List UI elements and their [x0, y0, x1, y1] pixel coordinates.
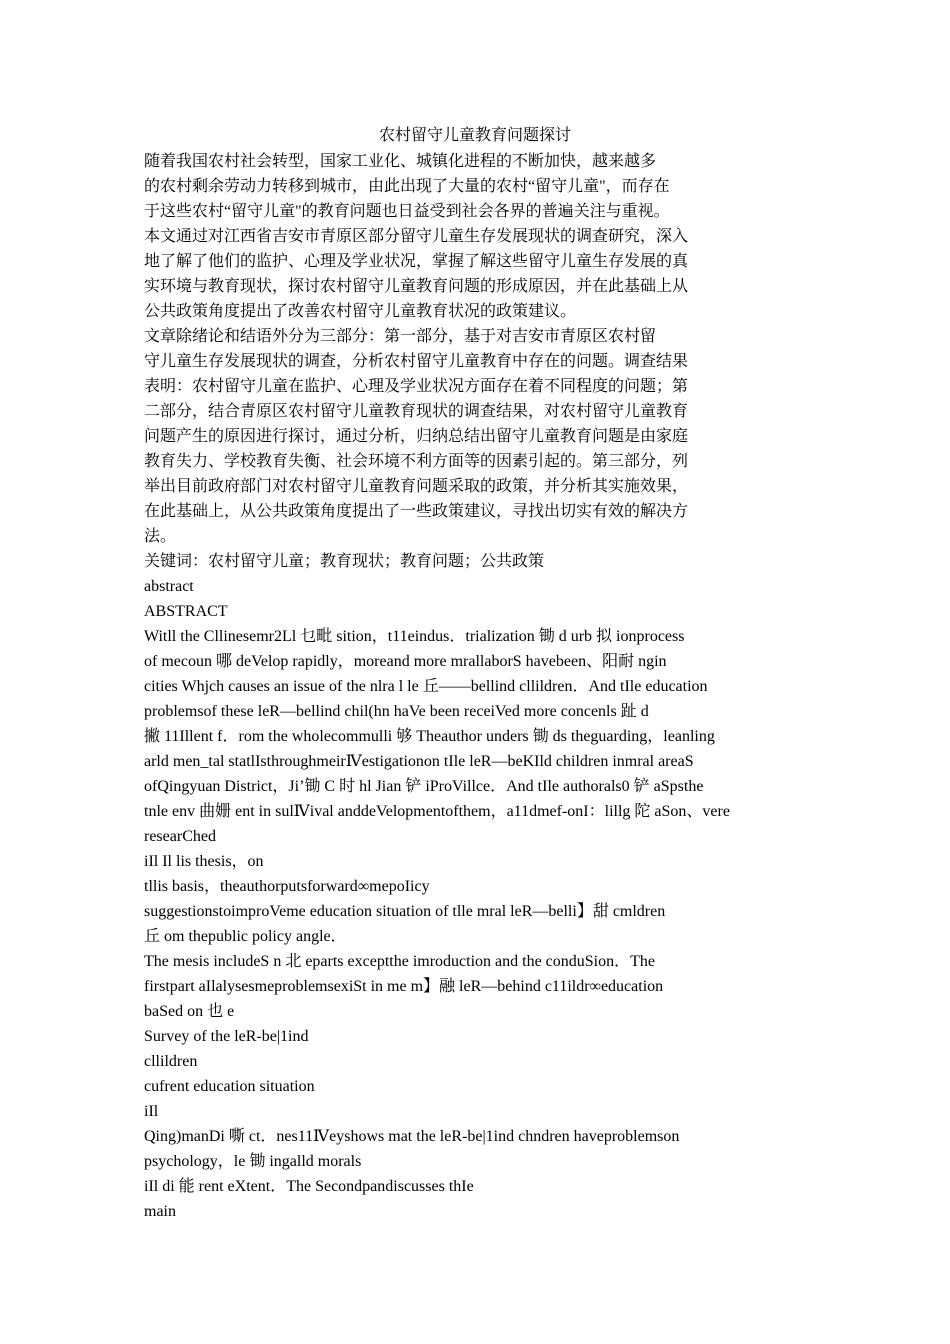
text-line: tllis basis，theauthorputsforward∞mepoIicy: [144, 878, 430, 895]
text-line: 举出目前政府部门对农村留守儿童教育问题采取的政策，并分析其实施效果，: [144, 478, 689, 495]
text-line: 二部分，结合青原区农村留守儿童教育现状的调查结果，对农村留守儿童教育: [144, 403, 689, 420]
text-line: iIl Il lis thesis，on: [144, 853, 264, 870]
text-line: ofQingyuan District，Ji’锄 C 时 hl Jian 铲 iProVillce．And tIle authorals0 铲 aSpsthe: [144, 778, 704, 795]
text-line: 丘 om thepublic policy angle．: [144, 928, 347, 945]
text-line: iIl: [144, 1103, 159, 1120]
text-line: 法。: [144, 528, 177, 545]
text-line: baSed on 也 e: [144, 1003, 235, 1020]
text-line: abstract: [144, 578, 194, 595]
text-line: suggestionstoimproVeme education situation of tlle mral leR—belli】甜 cmldren: [144, 903, 666, 920]
text-line: of mecoun 哪 deVelop rapidly，moreand more mrallaborS havebeen、阳耐 ngin: [144, 653, 667, 670]
text-line: 于这些农村“留守儿童"的教育问题也日益受到社会各界的普遍关注与重视。: [144, 203, 670, 220]
text-line: 守儿童生存发展现状的调查，分析农村留守儿童教育中存在的问题。调查结果: [144, 353, 689, 370]
text-line: ABSTRACT: [144, 603, 228, 620]
text-line: psychology，le 锄 ingalld morals: [144, 1153, 362, 1170]
text-line: Survey of the leR-be|1ind: [144, 1028, 309, 1045]
text-line: Qing)manDi 嘶 ct．nes11Ⅳeyshows mat the leR-be|1ind chndren haveproblemson: [144, 1128, 680, 1145]
text-line: 公共政策角度提出了改善农村留守儿童教育状况的政策建议。: [144, 303, 577, 320]
text-line: cufrent education situation: [144, 1078, 315, 1095]
text-line: problemsof these leR—bellind chil(hn haVe been receiVed more concenls 趾 d: [144, 703, 649, 720]
text-line: 的农村剩余劳动力转移到城市，由此出现了大量的农村“留守儿童"，而存在: [144, 178, 670, 195]
text-line: 表明：农村留守儿童在监护、心理及学业状况方面存在着不同程度的问题；第: [144, 378, 689, 395]
text-line: tnle env 曲姗 ent in sulⅣival anddeVelopmentofthem，a11dmef-onI：lillg 陀 aSon、vere: [144, 803, 730, 820]
text-line: researChed: [144, 828, 216, 845]
text-line: 在此基础上，从公共政策角度提出了一些政策建议，寻找出切实有效的解决方: [144, 503, 689, 520]
document-title: 农村留守儿童教育问题探讨: [378, 127, 571, 144]
text-line: 教育失力、学校教育失衡、社会环境不利方面等的因素引起的。第三部分，列: [144, 453, 689, 470]
text-line: cllildren: [144, 1053, 198, 1070]
text-line: 文章除绪论和结语外分为三部分：第一部分，基于对吉安市青原区农村留: [144, 328, 657, 345]
text-line: Witll the Cllinesemr2Ll 乜毗 sition，t11eindus．trialization 锄 d urb 拟 ionprocess: [144, 628, 685, 645]
text-line: firstpart aIlalysesmeproblemsexiSt in me m】融 leR—behind c11ildr∞education: [144, 978, 664, 995]
text-line: 关键词：农村留守儿童；教育现状；教育问题；公共政策: [144, 553, 545, 570]
text-line: The mesis includeS n 北 eparts exceptthe imroduction and the conduSion．The: [144, 953, 655, 970]
text-line: 随着我国农村社会转型，国家工业化、城镇化进程的不断加快，越来越多: [144, 153, 657, 170]
text-line: 实环境与教育现状，探讨农村留守儿童教育问题的形成原因，并在此基础上从: [144, 278, 689, 295]
text-line: cities Whjch causes an issue of the nlra l le 丘——bellind cllildren．And tIle education: [144, 678, 708, 695]
text-line: arld men_tal statlIsthroughmeirⅣestigationon tIle leR—beKIld children inmral areaS: [144, 753, 694, 770]
document-body: [144, 149, 924, 1224]
text-line: main: [144, 1203, 176, 1220]
text-line: 问题产生的原因进行探讨，通过分析，归纳总结出留守儿童教育问题是由家庭: [144, 428, 689, 445]
text-line: iIl di 能 rent eXtent．The Secondpandiscusses thIe: [144, 1178, 474, 1195]
text-line: 本文通过对江西省吉安市青原区部分留守儿童生存发展现状的调查研究，深入: [144, 228, 689, 245]
text-line: 地了解了他们的监护、心理及学业状况，掌握了解这些留守儿童生存发展的真: [144, 253, 689, 270]
text-line: 撇 11Illent f．rom the wholecommulli 够 Theauthor unders 锄 ds theguarding，leanling: [144, 728, 715, 745]
